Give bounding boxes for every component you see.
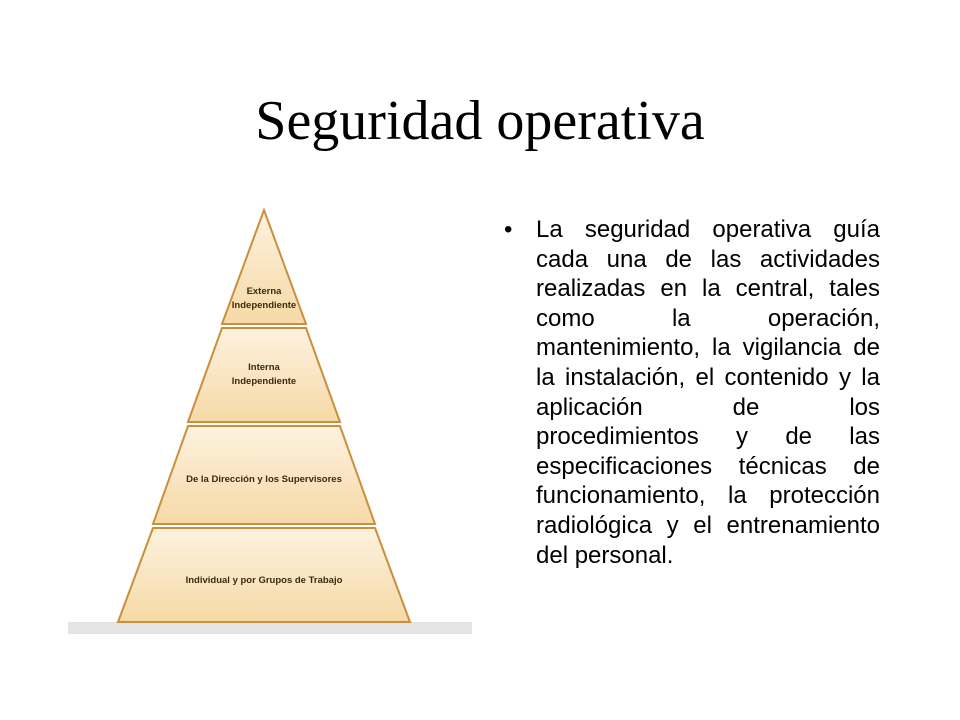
pyramid-diagram [68, 198, 472, 638]
pyramid-level-2-line2: Independiente [231, 376, 297, 387]
bullet-symbol: • [504, 216, 513, 243]
slide-title: Seguridad operativa [255, 90, 705, 152]
pyramid-level-1-line1: Externa [246, 286, 282, 297]
pyramid-level-3-label: De la Dirección y los Supervisores [186, 474, 342, 485]
pyramid-level-2-line1: Interna [248, 362, 280, 373]
bullet-list [496, 215, 880, 720]
pyramid-level-1-line2: Independiente [231, 300, 297, 311]
pyramid-level-4-label: Individual y por Grupos de Trabajo [185, 575, 343, 586]
pyramid-svg [68, 198, 472, 638]
pyramid-level-2 [188, 328, 340, 422]
bullet-item [496, 215, 880, 570]
pyramid-shadow [68, 622, 472, 634]
bullet-text: La seguridad operativa guía cada una de las actividades realizadas en la central, tales como la operación, mantenimiento, la vigilancia de la instalación, el contenido y la aplicación de los procedimientos y de las especificaciones técnicas de funcionamiento, la protección radiológica y el entrenamiento del personal. [536, 216, 880, 569]
